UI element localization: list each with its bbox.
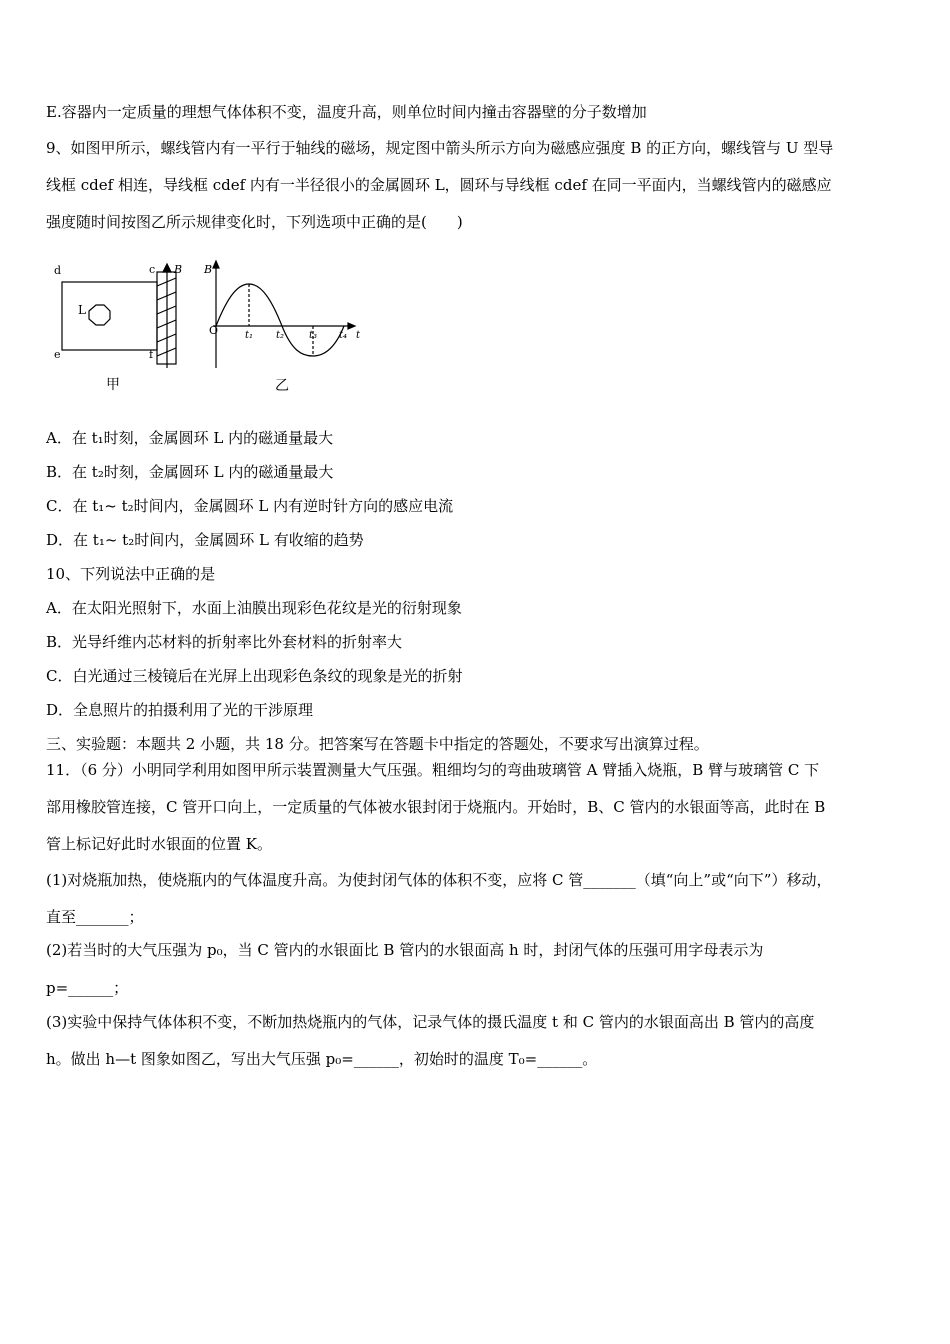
label-t: t (356, 330, 361, 341)
question-9-line-2: 线框 cdef 相连，导线框 cdef 内有一半径很小的金属圆环 L，圆环与导线框 cdef 在同一平面内，当螺线管内的磁感应 (46, 176, 832, 194)
option-9A: A．在 t₁时刻，金属圆环 L 内的磁通量最大 (46, 429, 334, 447)
label-t4: t₄ (339, 330, 348, 341)
option-9D: D．在 t₁~ t₂时间内，金属圆环 L 有收缩的趋势 (46, 531, 364, 549)
question-11-part-3b: h。做出 h—t 图象如图乙，写出大气压强 p₀=______，初始时的温度 T₀=______。 (46, 1050, 598, 1068)
section-3-heading: 三、实验题：本题共 2 小题，共 18 分。把答案写在答题卡中指定的答题处，不要求写出演算过程。 (46, 735, 709, 753)
question-11-part-2b: p=______； (46, 979, 129, 997)
label-e: e (54, 348, 61, 361)
label-t3: t₃ (309, 330, 318, 341)
option-10C: C．白光通过三棱镜后在光屏上出现彩色条纹的现象是光的折射 (46, 667, 463, 685)
question-11-line-2: 部用橡胶管连接，C 管开口向上，一定质量的气体被水银封闭于烧瓶内。开始时，B、C 管内的水银面等高，此时在 B (46, 798, 826, 816)
question-11-part-2a: (2)若当时的大气压强为 p₀，当 C 管内的水银面比 B 管内的水银面高 h 时，封闭气体的压强可用字母表示为 (46, 941, 764, 959)
metal-ring-L (89, 305, 110, 325)
question-11-line-3: 管上标记好此时水银面的位置 K。 (46, 835, 272, 853)
figure-yi (213, 261, 355, 368)
option-9C: C．在 t₁~ t₂时间内，金属圆环 L 内有逆时针方向的感应电流 (46, 497, 454, 515)
label-c: c (149, 263, 156, 276)
question-11-line-1: 11．（6 分）小明同学利用如图甲所示装置测量大气压强。粗细均匀的弯曲玻璃管 A 臂插入烧瓶，B 臂与玻璃管 C 下 (46, 761, 820, 779)
question-11-part-1a: (1)对烧瓶加热，使烧瓶内的气体温度升高。为使封闭气体的体积不变，应将 C 管_______（填“向上”或“向下”）移动， (46, 871, 832, 889)
sine-curve (216, 284, 344, 356)
question-10: 10、下列说法中正确的是 (46, 565, 216, 583)
label-B-yi: B (204, 263, 213, 276)
label-t2: t₂ (276, 330, 285, 341)
label-B-jia: B (174, 263, 183, 276)
label-t1: t₁ (245, 330, 254, 341)
question-11-part-1b: 直至_______； (46, 908, 144, 926)
caption-yi: 乙 (275, 378, 289, 394)
question-9-figure (46, 256, 376, 406)
label-d: d (54, 264, 62, 277)
label-f: f (149, 348, 154, 361)
caption-jia: 甲 (106, 377, 120, 393)
option-10B: B．光导纤维内芯材料的折射率比外套材料的折射率大 (46, 633, 403, 651)
label-origin: O (209, 324, 219, 337)
option-10A: A．在太阳光照射下，水面上油膜出现彩色花纹是光的衍射现象 (46, 599, 462, 617)
label-L: L (78, 303, 86, 317)
question-11-part-3a: (3)实验中保持气体体积不变，不断加热烧瓶内的气体，记录气体的摄氏温度 t 和 C 管内的水银面高出 B 管内的高度 (46, 1013, 815, 1031)
text-line-e: E.容器内一定质量的理想气体体积不变，温度升高，则单位时间内撞击容器壁的分子数增加 (46, 103, 647, 121)
option-9B: B．在 t₂时刻，金属圆环 L 内的磁通量最大 (46, 463, 334, 481)
option-10D: D．全息照片的拍摄利用了光的干涉原理 (46, 701, 314, 719)
question-9-line-3: 强度随时间按图乙所示规律变化时，下列选项中正确的是( ) (46, 213, 463, 231)
question-9-line-1: 9、如图甲所示，螺线管内有一平行于轴线的磁场，规定图中箭头所示方向为磁感应强度 B 的正方向，螺线管与 U 型导 (46, 139, 834, 157)
arrow-head (163, 264, 171, 272)
